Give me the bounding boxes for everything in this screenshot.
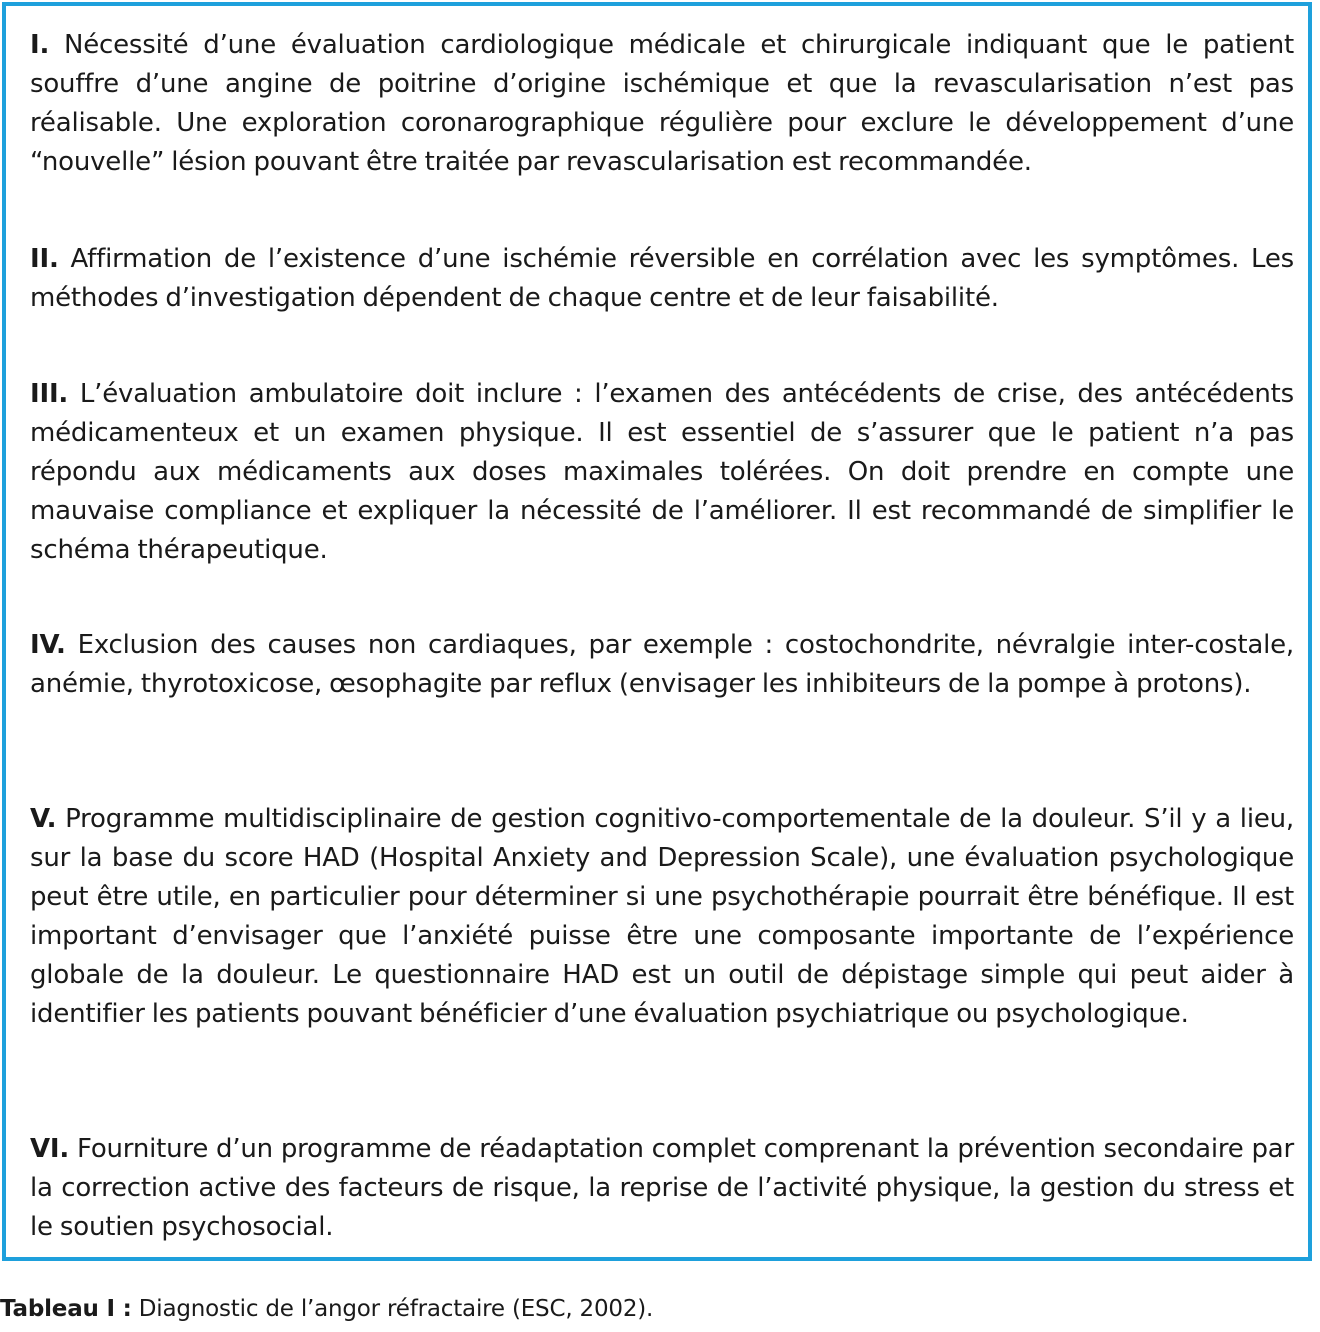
criterion-1-numeral: I. — [30, 30, 50, 60]
criterion-1-text: Nécessité d’une évaluation cardiologique médicale et chirurgicale indiquant que le patient souffre d’une angine de poitrine d’origine ischémique et que la revascularisation n’est pas réalisable. Une exploration coronarographique régulière pour exclure le développement d’une “nouvelle” lésion pouvant être traitée par revascularisation est recommandée. — [30, 30, 1294, 177]
criterion-3 — [30, 375, 1294, 570]
criterion-5-text: Programme multidisciplinaire de gestion cognitivo-comportementale de la douleur. S’il y a lieu, sur la base du score HAD (Hospital Anxiety and Depression Scale), une évaluation psychologique peut être utile, en particulier pour déterminer si une psychothérapie pourrait être bénéfique. Il est important d’envisager que l’anxiété puisse être une composante importante de l’expérience globale de la douleur. Le questionnaire HAD est un outil de dépistage simple qui peut aider à identifier les patients pouvant bénéficier d’une évaluation psychiatrique ou psychologique. — [30, 804, 1294, 1029]
criterion-4-numeral: IV. — [30, 630, 66, 660]
criterion-4 — [30, 626, 1294, 704]
criterion-6-text: Fourniture d’un programme de réadaptation complet comprenant la prévention secondaire par la correction active des facteurs de risque, la reprise de l’activité physique, la gestion du stress et le soutien psychosocial. — [30, 1134, 1294, 1242]
criteria-table — [2, 2, 1312, 1261]
criterion-2-numeral: II. — [30, 244, 59, 274]
criterion-5 — [30, 800, 1294, 1034]
caption-label: Tableau I : — [0, 1296, 132, 1322]
criterion-5-numeral: V. — [30, 804, 57, 834]
criterion-4-text: Exclusion des causes non cardiaques, par exemple : costochondrite, névralgie inter-costale, anémie, thyrotoxicose, œsophagite par reflux (envisager les inhibiteurs de la pompe à protons). — [30, 630, 1294, 699]
criterion-6 — [30, 1130, 1294, 1247]
criterion-2 — [30, 240, 1294, 318]
criterion-2-text: Affirmation de l’existence d’une ischémie réversible en corrélation avec les symptômes. Les méthodes d’investigation dépendent de chaque centre et de leur faisabilité. — [30, 244, 1294, 313]
caption-text: Diagnostic de l’angor réfractaire (ESC, 2002). — [138, 1296, 654, 1322]
table-caption — [0, 1294, 653, 1324]
criterion-1 — [30, 26, 1294, 182]
criterion-6-numeral: VI. — [30, 1134, 70, 1164]
criterion-3-numeral: III. — [30, 379, 69, 409]
criterion-3-text: L’évaluation ambulatoire doit inclure : l’examen des antécédents de crise, des antécédents médicamenteux et un examen physique. Il est essentiel de s’assurer que le patient n’a pas répondu aux médicaments aux doses maximales tolérées. On doit prendre en compte une mauvaise compliance et expliquer la nécessité de l’améliorer. Il est recommandé de simplifier le schéma thérapeutique. — [30, 379, 1294, 565]
